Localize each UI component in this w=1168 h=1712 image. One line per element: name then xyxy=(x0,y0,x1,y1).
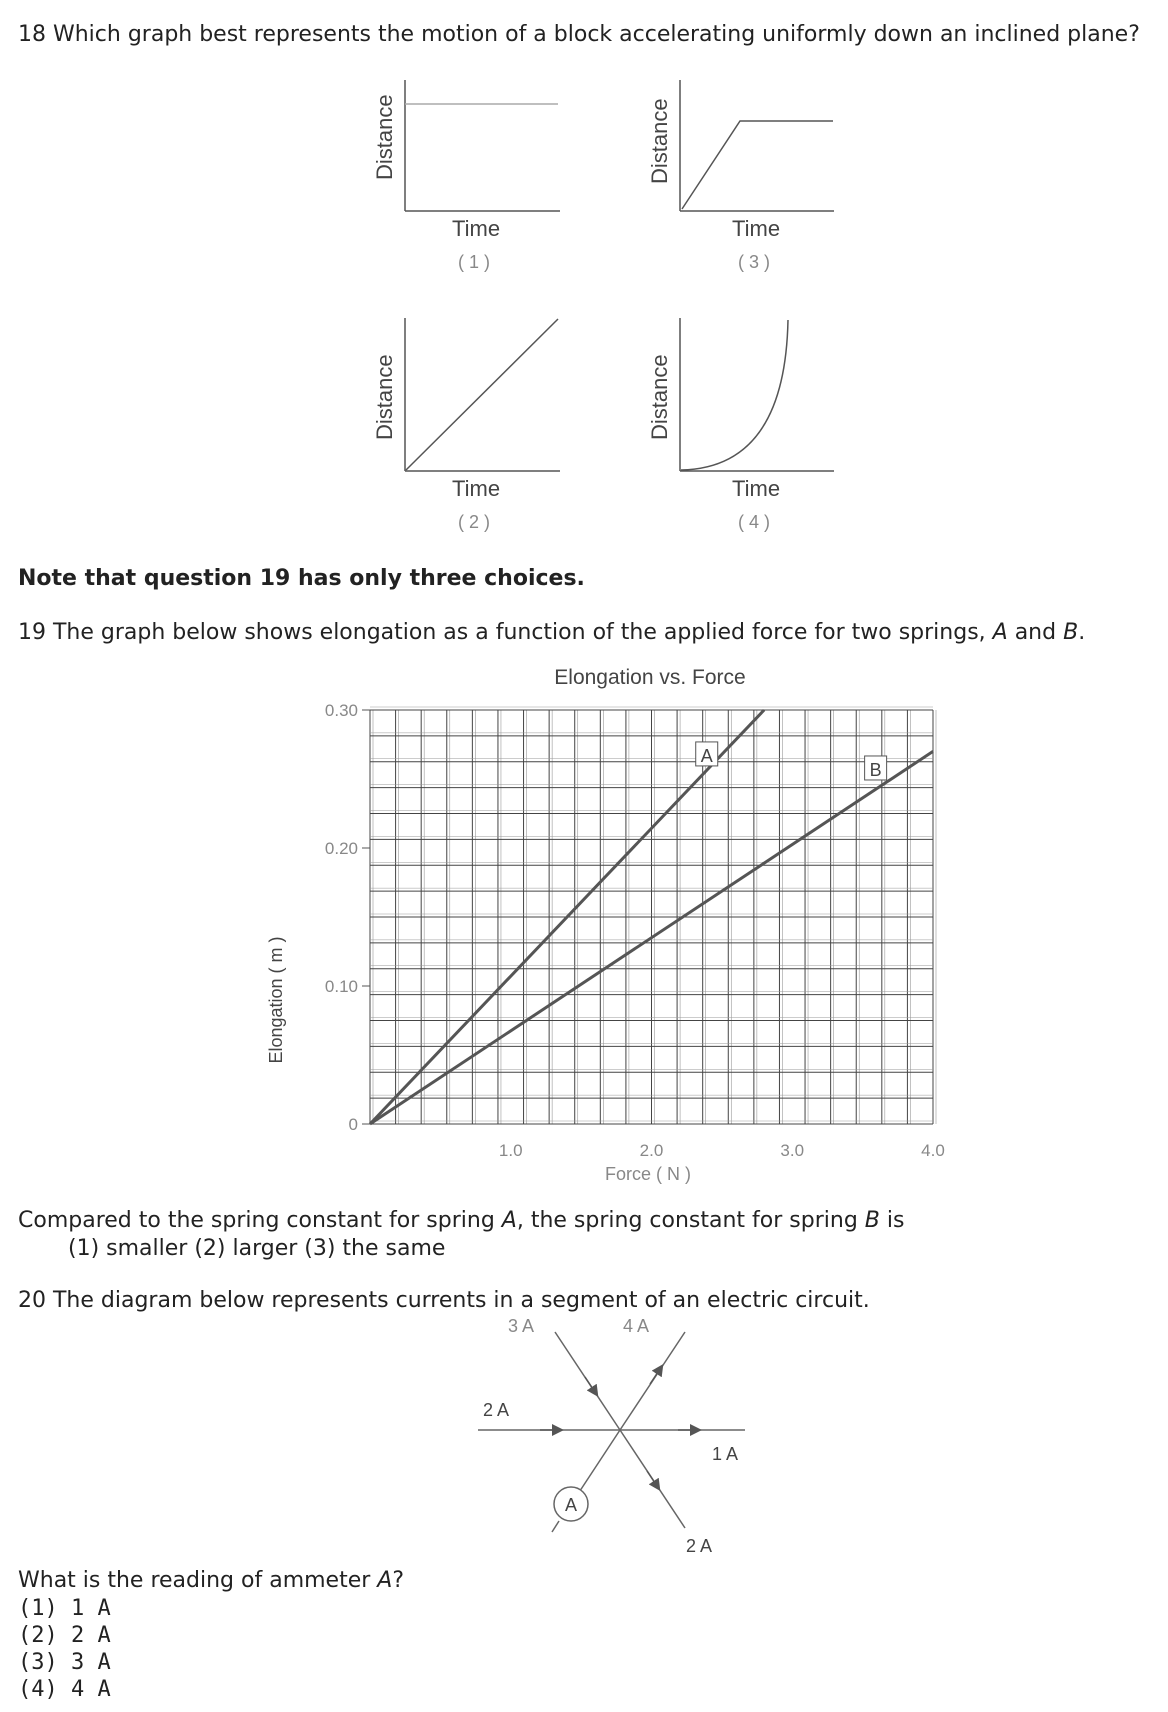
current-1a-label: 1 A xyxy=(712,1444,739,1464)
arrow-2a-lower xyxy=(647,1471,657,1486)
graph-3-line xyxy=(682,121,833,209)
q19-follow-mid: , the spring constant for spring xyxy=(516,1208,865,1233)
x-tick-label: 3.0 xyxy=(780,1141,805,1160)
x-tick-label: 2.0 xyxy=(639,1141,664,1160)
q20-prompt-a: A xyxy=(377,1568,393,1593)
current-2a-lower-label: 2 A xyxy=(686,1536,713,1556)
graph-1 xyxy=(372,80,560,272)
current-4a-label: 4 A xyxy=(623,1316,650,1336)
q20-prompt-end: ? xyxy=(392,1568,405,1593)
q20-prompt-pre: What is the reading of ammeter xyxy=(18,1568,378,1593)
arrow-3a xyxy=(585,1377,595,1392)
chart-ylabel: Elongation ( m ) xyxy=(266,936,286,1064)
ammeter-label: A xyxy=(564,1495,578,1515)
chart-xlabel: Force ( N ) xyxy=(604,1164,692,1184)
graph-4-xlabel: Time xyxy=(732,476,781,501)
question-18-graphs xyxy=(0,0,1168,560)
chart-title: Elongation vs. Force xyxy=(554,666,746,689)
graph-4-curve xyxy=(681,320,788,470)
graph-2 xyxy=(372,318,560,532)
note-text: Note that question 19 has only three choices. xyxy=(18,566,585,591)
chart-grid xyxy=(370,707,936,1124)
question-19-choices: (1) smaller (2) larger (3) the same xyxy=(68,1236,446,1261)
question-19-follow-up xyxy=(18,1208,904,1233)
graph-3 xyxy=(647,80,834,272)
graph-1-ylabel: Distance xyxy=(372,94,397,180)
arrow-4a xyxy=(650,1369,660,1384)
graph-3-number: ( 3 ) xyxy=(738,252,771,272)
y-tick-label: 0.30 xyxy=(324,701,358,720)
q20-choice-4[interactable]: (4) 4 A xyxy=(18,1677,111,1702)
question-20-prompt xyxy=(18,1568,404,1593)
graph-2-ylabel: Distance xyxy=(372,354,397,440)
graph-1-number: ( 1 ) xyxy=(458,252,491,272)
x-tick-label: 1.0 xyxy=(498,1141,523,1160)
graph-3-ylabel: Distance xyxy=(647,98,672,184)
y-tick-label: 0 xyxy=(348,1115,358,1134)
q19-text-end: . xyxy=(1078,620,1086,645)
question-18-text: 18 Which graph best represents the motion of a block accelerating uniformly down an inclined plane? xyxy=(18,22,1140,47)
q19-text-pre: 19 The graph below shows elongation as a function of the applied force for two springs, xyxy=(18,620,993,645)
graph-2-number: ( 2 ) xyxy=(458,512,491,532)
q19-spring-b: B xyxy=(1063,620,1079,645)
q19-text-mid: and xyxy=(1007,620,1064,645)
q19-follow-spring-a: A xyxy=(501,1208,517,1233)
q20-choice-2[interactable]: (2) 2 A xyxy=(18,1623,111,1648)
question-20-text: 20 The diagram below represents currents in a segment of an electric circuit. xyxy=(18,1288,870,1313)
y-tick-label: 0.10 xyxy=(324,977,358,996)
graph-2-line xyxy=(406,319,558,470)
graph-4 xyxy=(647,318,834,532)
q19-spring-a: A xyxy=(992,620,1008,645)
graph-2-xlabel: Time xyxy=(452,476,501,501)
q19-follow-pre: Compared to the spring constant for spring xyxy=(18,1208,502,1233)
graph-1-xlabel: Time xyxy=(452,216,501,241)
q20-choice-1[interactable]: (1) 1 A xyxy=(18,1596,111,1621)
q20-choice-3[interactable]: (3) 3 A xyxy=(18,1650,111,1675)
current-2a-left-label: 2 A xyxy=(483,1400,510,1420)
y-tick-label: 0.20 xyxy=(324,839,358,858)
x-tick-label: 4.0 xyxy=(921,1141,945,1160)
circuit-diagram xyxy=(440,1300,780,1570)
current-3a-label: 3 A xyxy=(508,1316,535,1336)
graph-4-number: ( 4 ) xyxy=(738,512,771,532)
elongation-force-chart xyxy=(240,660,960,1200)
q19-follow-spring-b: B xyxy=(864,1208,880,1233)
graph-4-ylabel: Distance xyxy=(647,354,672,440)
question-19-text xyxy=(18,620,1085,645)
q19-follow-end: is xyxy=(879,1208,905,1233)
series-label-B: B xyxy=(869,759,882,780)
graph-3-xlabel: Time xyxy=(732,216,781,241)
series-label-A: A xyxy=(700,745,713,766)
